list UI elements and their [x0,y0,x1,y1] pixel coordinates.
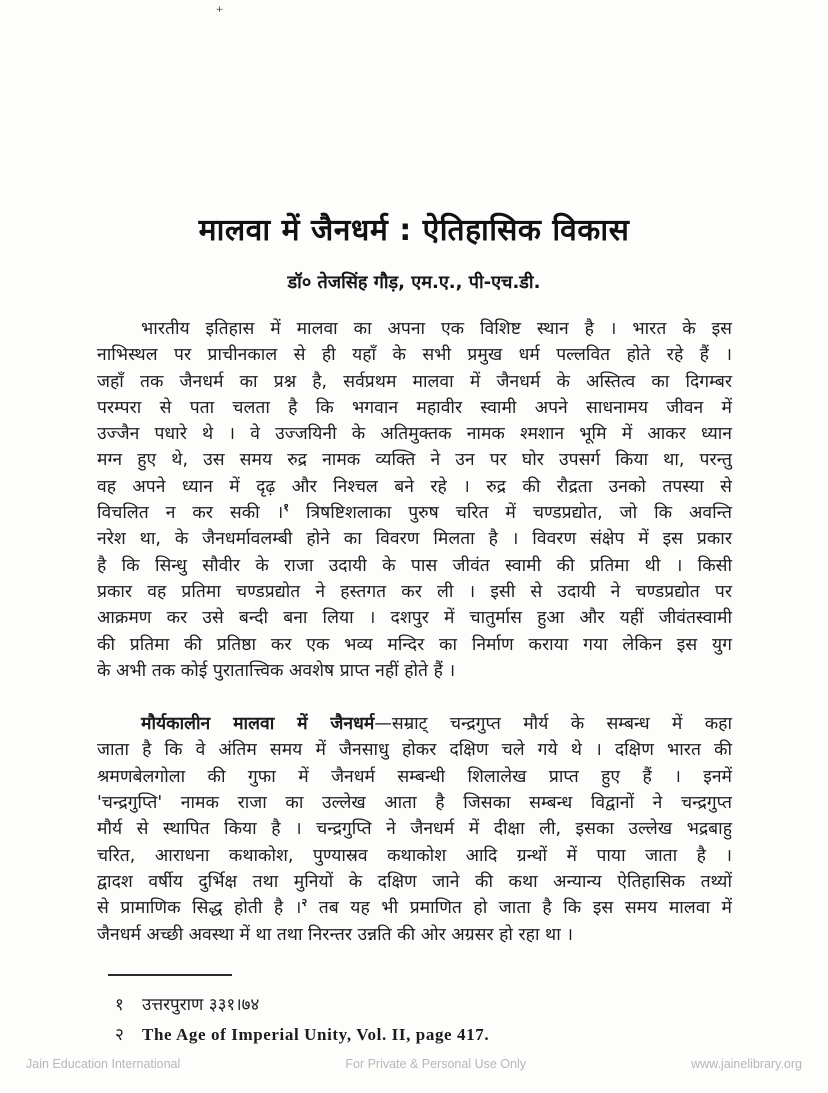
footer-center-text: For Private & Personal Use Only [345,1057,526,1071]
text-line: द्वादश वर्षीय दुर्भिक्ष तथा मुनियों के दक्षिण जाने की कथा अन्यान्य ऐतिहासिक तथ्यों [97,871,732,892]
text-line: वह अपने ध्यान में दृढ़ और निश्चल बने रहे । रुद्र की रौद्रता उनको तपस्या से [97,476,732,497]
footnote-1 [97,990,737,1020]
footnote-divider [108,974,232,976]
paragraph-1 [97,316,732,684]
footnote-text: The Age of Imperial Unity, Vol. II, page 417. [142,1025,490,1044]
text-segment: से प्रामाणिक सिद्ध होती है । [97,898,302,919]
footer-right-url: www.jainelibrary.org [691,1057,802,1071]
text-line: जाता है कि वे अंतिम समय में जैनसाधु होकर दक्षिण चले गये थे । दक्षिण भारत की [97,740,732,761]
text-line: नरेश था, के जैनधर्मावलम्बी होने का विवरण मिलता है । विवरण संक्षेप में इस प्रकार [97,529,732,550]
text-line: के अभी तक कोई पुरातात्त्विक अवशेष प्राप्त नहीं होते हैं । [97,660,456,681]
footnote-ref-1: १ [283,501,290,515]
article-body [97,316,732,948]
footnote-number: १ [115,995,124,1015]
text-line: जहाँ तक जैनधर्म का प्रश्न है, सर्वप्रथम मालवा में जैनधर्म के अस्तित्व का दिगम्बर [97,371,732,392]
text-line-with-footnote-ref [97,895,732,921]
text-line: है कि सिन्धु सौवीर के राजा उदायी के पास जीवंत स्वामी की प्रतिमा थी । किसी [97,555,732,576]
footnote-ref-2: २ [301,896,308,910]
page-title: मालवा में जैनधर्म : ऐतिहासिक विकास [198,213,630,248]
text-segment: विचलित न कर सकी । [97,503,284,524]
text-line: चरित, आराधना कथाकोश, पुण्यास्रव कथाकोश आदि ग्रन्थों में पाया जाता है । [97,845,732,866]
text-line-section-lead [97,711,732,737]
section-heading-inline: मौर्यकालीन मालवा में जैनधर्म [141,714,375,735]
text-line: नाभिस्थल पर प्राचीनकाल से ही यहाँ के सभी प्रमुख धर्म पल्लवित होते रहे हैं । [97,345,732,366]
footnote-2 [97,1020,737,1050]
text-line: मग्न हुए थे, उस समय रुद्र नामक व्यक्ति ने उन पर घोर उपसर्ग किया था, परन्तु [97,450,732,471]
text-line-with-footnote-ref [97,500,732,526]
text-segment: त्रिषष्टिशलाका पुरुष चरित में चण्डप्रद्योत, जो कि अवन्ति [289,503,732,524]
text-line: प्रकार वह प्रतिमा चण्डप्रद्योत ने हस्तगत कर ली । इसी से उदायी ने चण्डप्रद्योत पर [97,581,732,602]
footnote-number: २ [115,1025,124,1045]
text-segment: तब यह भी प्रमाणित हो जाता है कि इस समय मालवा में [307,898,733,919]
text-line: परम्परा से पता चलता है कि भगवान महावीर स्वामी अपने साधनामय जीवन में [97,397,732,418]
text-line: मौर्य से स्थापित किया है । चन्द्रगुप्ति ने जैनधर्म में दीक्षा ली, इसका उल्लेख भद्रबाहु [97,819,732,840]
author-line: डॉ० तेजसिंह गौड़, एम.ए., पी-एच.डी. [287,272,541,293]
footnotes-block [97,990,737,1050]
text-segment: —सम्राट् चन्द्रगुप्त मौर्य के सम्बन्ध में कहा [374,714,732,735]
page-footer [0,1057,828,1071]
registration-mark: + [215,5,224,15]
footnote-text: उत्तरपुराण ३३१।७४ [142,995,260,1015]
text-line: आक्रमण कर उसे बन्दी बना लिया । दशपुर में चातुर्मास हुआ और यहीं जीवंतस्वामी [97,608,732,629]
footer-left-text: Jain Education International [26,1057,181,1071]
text-line: जैनधर्म अच्छी अवस्था में था तथा निरन्तर उन्नति की ओर अग्रसर हो रहा था । [97,924,573,945]
text-line: भारतीय इतिहास में मालवा का अपना एक विशिष्ट स्थान है । भारत के इस [141,319,732,339]
text-line: 'चन्द्रगुप्ति' नामक राजा का उल्लेख आता है जिसका सम्बन्ध विद्वानों ने चन्द्रगुप्त [97,793,732,814]
text-line: श्रमणबेलगोला की गुफा में जैनधर्म सम्बन्धी शिलालेख प्राप्त हुए हैं । इनमें [97,766,732,787]
text-line: की प्रतिमा की प्रतिष्ठा कर एक भव्य मन्दिर का निर्माण कराया गया लेकिन इस युग [97,634,732,655]
paragraph-2 [97,711,732,948]
text-line: उज्जैन पधारे थे । वे उज्जयिनी के अतिमुक्तक नामक श्मशान भूमि में आकर ध्यान [97,424,732,445]
